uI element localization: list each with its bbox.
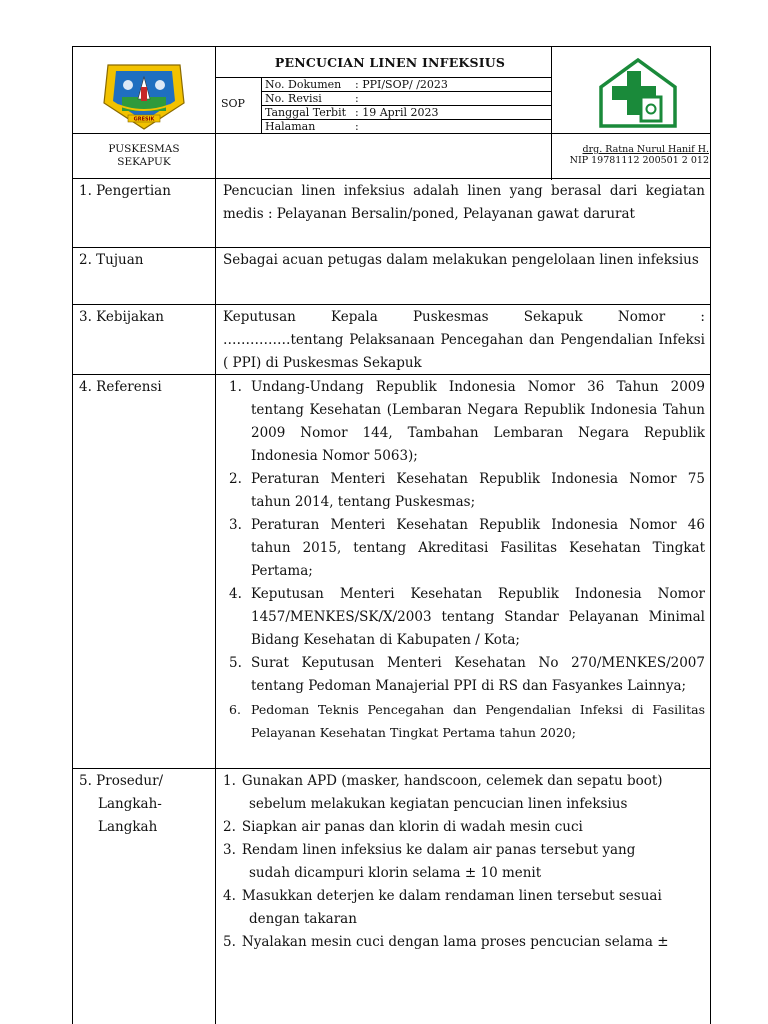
item-text: Masukkan deterjen ke dalam rendaman linen tersebut sesuai xyxy=(241,888,662,904)
list-item xyxy=(223,931,707,954)
meta-value: : 19 April 2023 xyxy=(355,106,439,119)
section-label-prosedur xyxy=(79,770,163,839)
procedure-list xyxy=(223,770,707,954)
list-item xyxy=(223,770,707,816)
document-title: PENCUCIAN LINEN INFEKSIUS xyxy=(274,55,506,70)
item-number: 2. xyxy=(229,471,242,487)
list-item xyxy=(223,652,705,698)
item-continuation: sudah dicampuri klorin selama ± 10 menit xyxy=(249,865,542,881)
meta-halaman xyxy=(265,120,359,133)
item-number: 4. xyxy=(229,586,242,602)
item-number: 3. xyxy=(223,842,236,858)
label-line: Langkah xyxy=(98,819,158,835)
divider xyxy=(215,179,216,1024)
section-text-tujuan: Sebagai acuan petugas dalam melakukan pengelolaan linen infeksius xyxy=(223,252,699,268)
word: Keputusan xyxy=(223,309,296,325)
meta-key: No. Revisi xyxy=(265,92,322,105)
word: Kepala xyxy=(331,309,378,325)
list-item xyxy=(223,583,705,652)
signer-nip: NIP 19781112 200501 2 012 xyxy=(569,155,709,166)
item-text: Gunakan APD (masker, handscoon, celemek dan sepatu boot) xyxy=(241,773,663,789)
section-label-tujuan: 2. Tujuan xyxy=(79,252,144,268)
item-text: Peraturan Menteri Kesehatan Republik Indonesia Nomor 75 tahun 2014, tentang Puskesmas; xyxy=(251,471,705,510)
meta-key: Halaman xyxy=(265,120,316,133)
list-item xyxy=(223,514,705,583)
meta-tanggal-terbit xyxy=(265,106,438,119)
list-item xyxy=(223,816,707,839)
item-number: 3. xyxy=(229,517,242,533)
meta-no-dokumen xyxy=(265,78,448,91)
logo-text: GRESIK xyxy=(133,116,155,123)
reference-list xyxy=(223,376,705,744)
item-text: Siapkan air panas dan klorin di wadah mesin cuci xyxy=(241,819,583,835)
item-number: 1. xyxy=(223,773,236,789)
list-item xyxy=(223,698,705,744)
list-item xyxy=(223,839,707,885)
word: Puskesmas xyxy=(412,309,489,325)
divider xyxy=(73,768,710,769)
org-line: SEKAPUK xyxy=(117,156,171,168)
list-item xyxy=(223,468,705,514)
item-number: 5. xyxy=(229,655,242,671)
signer-block xyxy=(553,144,709,166)
label-line: Langkah- xyxy=(98,796,162,812)
org-name xyxy=(73,143,215,169)
item-text: Surat Keputusan Menteri Kesehatan No 270/MENKES/2007 tentang Pedoman Manajerial PPI di RS dan Fasyankes Lainnya; xyxy=(251,655,705,694)
list-item xyxy=(223,885,707,931)
sop-label: SOP xyxy=(221,97,245,110)
section-label-pengertian: 1. Pengertian xyxy=(79,183,171,199)
item-text: Peraturan Menteri Kesehatan Republik Indonesia Nomor 46 tahun 2015, tentang Akreditasi Fasilitas Kesehatan Tingkat Pertama; xyxy=(251,517,705,579)
kebijakan-rest: ……………tentang Pelaksanaan Pencegahan dan Pengendalian Infeksi ( PPI) di Puskesmas Sekapuk xyxy=(223,332,705,371)
divider xyxy=(73,247,710,248)
section-text-pengertian: Pencucian linen infeksius adalah linen yang berasal dari kegiatan medis : Pelayanan Bersalin/poned, Pelayanan gawat darurat xyxy=(223,183,705,222)
regency-emblem-logo xyxy=(98,57,190,131)
item-text: Pedoman Teknis Pencegahan dan Pengendalian Infeksi di Fasilitas Pelayanan Kesehatan Tingkat Pertama tahun 2020; xyxy=(251,702,705,740)
label-line: 5. Prosedur/ xyxy=(79,773,164,789)
sop-body-table xyxy=(72,179,711,1024)
meta-no-revisi xyxy=(265,92,359,105)
item-number: 6. xyxy=(229,702,241,717)
item-text: Rendam linen infeksius ke dalam air panas tersebut yang xyxy=(241,842,636,858)
item-number: 2. xyxy=(223,819,236,835)
word: : xyxy=(700,309,705,325)
section-label-kebijakan: 3. Kebijakan xyxy=(79,309,165,325)
meta-key: No. Dokumen xyxy=(265,78,342,91)
item-number: 1. xyxy=(229,379,242,395)
kebijakan-first-line xyxy=(223,306,705,329)
org-line: PUSKESMAS xyxy=(108,143,180,155)
meta-key: Tanggal Terbit xyxy=(265,106,347,119)
item-text: Nyalakan mesin cuci dengan lama proses pencucian selama ± xyxy=(241,934,669,950)
list-item xyxy=(223,376,705,468)
health-cross-logo xyxy=(597,57,679,129)
word: Sekapuk xyxy=(523,309,583,325)
item-continuation: sebelum melakukan kegiatan pencucian linen infeksius xyxy=(249,796,628,812)
meta-value: : PPI/SOP/ /2023 xyxy=(355,78,448,91)
signer-name: drg. Ratna Nurul Hanif H. xyxy=(582,144,709,155)
item-text: Undang-Undang Republik Indonesia Nomor 36 Tahun 2009 tentang Kesehatan (Lembaran Negara Republik Indonesia Tahun 2009 Nomor 144, Tambahan Lembaran Negara Republik Indonesia Nomor 5063); xyxy=(251,379,705,464)
meta-value: : xyxy=(355,120,359,133)
section-label-referensi: 4. Referensi xyxy=(79,379,162,395)
sop-header-table xyxy=(72,46,711,179)
section-text-kebijakan xyxy=(223,306,705,375)
item-number: 4. xyxy=(223,888,236,904)
item-number: 5. xyxy=(223,934,236,950)
item-continuation: dengan takaran xyxy=(249,911,357,927)
word: Nomor xyxy=(617,309,666,325)
item-text: Keputusan Menteri Kesehatan Republik Indonesia Nomor 1457/MENKES/SK/X/2003 tentang Standar Pelayanan Minimal Bidang Kesehatan di Kabupaten / Kota; xyxy=(251,586,705,648)
divider xyxy=(73,304,710,305)
divider xyxy=(73,133,710,134)
meta-value: : xyxy=(355,92,359,105)
